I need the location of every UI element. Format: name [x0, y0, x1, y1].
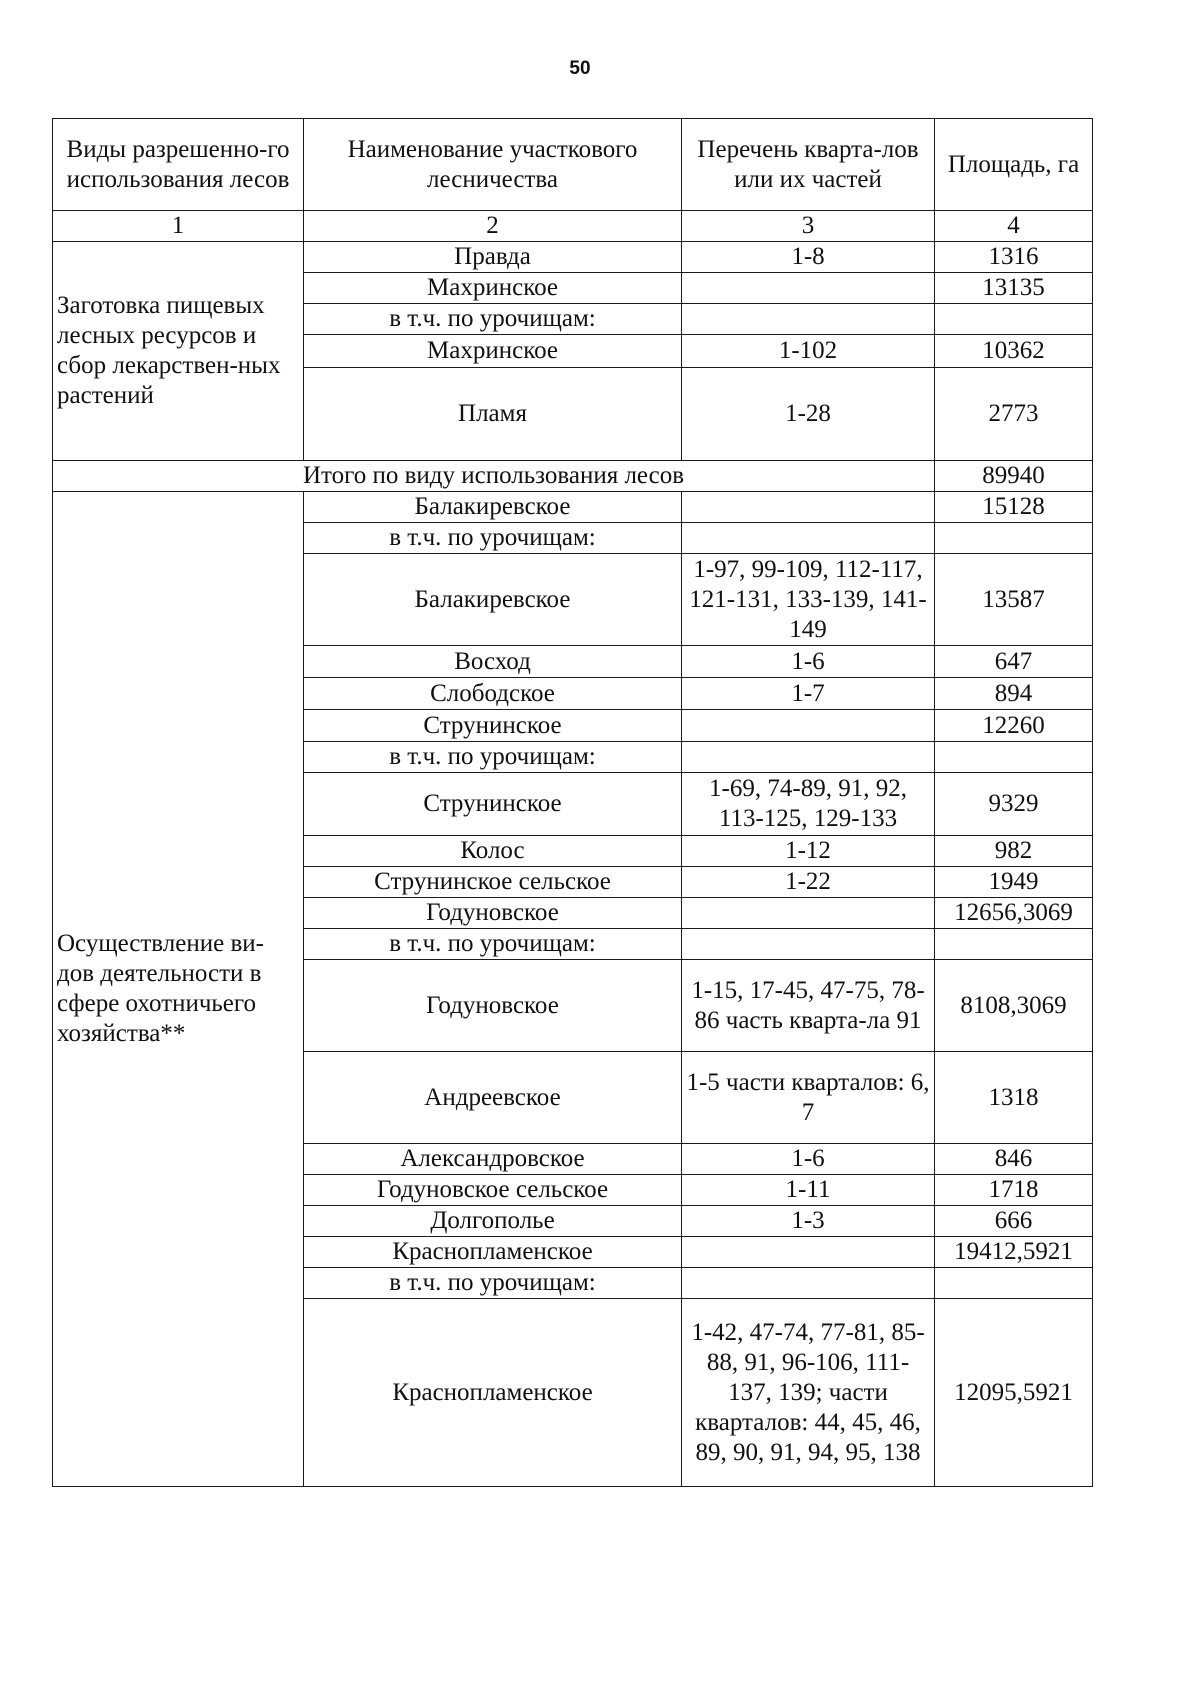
- quarters-cell: 1-8: [682, 242, 935, 273]
- total-row: [53, 461, 1093, 492]
- forest-usage-table: [52, 118, 1093, 1487]
- area-cell: 15128: [935, 492, 1093, 523]
- forestry-name-cell: Пламя: [304, 368, 682, 461]
- area-cell: 12656,3069: [935, 898, 1093, 929]
- area-cell: [935, 304, 1093, 335]
- forestry-name-cell: Балакиревское: [304, 554, 682, 646]
- header-usage-type: Виды разрешенно-го использования лесов: [53, 119, 304, 211]
- area-cell: 2773: [935, 368, 1093, 461]
- quarters-cell: [682, 1268, 935, 1299]
- area-cell: 8108,3069: [935, 960, 1093, 1052]
- quarters-cell: 1-22: [682, 867, 935, 898]
- usage-type-cell: Осуществление ви-дов деятельности в сфере охотничьего хозяйства**: [53, 492, 304, 1487]
- column-number: 2: [304, 211, 682, 242]
- forestry-name-cell: Махринское: [304, 335, 682, 368]
- quarters-cell: [682, 710, 935, 742]
- area-cell: 12260: [935, 710, 1093, 742]
- quarters-cell: 1-102: [682, 335, 935, 368]
- header-forestry-name: Наименование участкового лесничества: [304, 119, 682, 211]
- quarters-cell: 1-42, 47-74, 77-81, 85-88, 91, 96-106, 111-137, 139; части кварталов: 44, 45, 46, 89, 90, 91, 94, 95, 138: [682, 1299, 935, 1487]
- quarters-cell: [682, 523, 935, 554]
- area-cell: 1718: [935, 1175, 1093, 1206]
- quarters-cell: 1-5 части кварталов: 6, 7: [682, 1052, 935, 1144]
- quarters-cell: [682, 1237, 935, 1268]
- forestry-name-cell: в т.ч. по урочищам:: [304, 929, 682, 960]
- column-number: 1: [53, 211, 304, 242]
- quarters-cell: 1-28: [682, 368, 935, 461]
- forestry-name-cell: Махринское: [304, 273, 682, 304]
- forestry-name-cell: Краснопламенское: [304, 1299, 682, 1487]
- area-cell: [935, 742, 1093, 773]
- forestry-name-cell: Колос: [304, 836, 682, 867]
- forestry-name-cell: Струнинское сельское: [304, 867, 682, 898]
- quarters-cell: 1-6: [682, 1144, 935, 1175]
- forestry-name-cell: Слободское: [304, 678, 682, 710]
- area-cell: 1316: [935, 242, 1093, 273]
- forestry-name-cell: Александровское: [304, 1144, 682, 1175]
- area-cell: 982: [935, 836, 1093, 867]
- quarters-cell: [682, 304, 935, 335]
- forestry-name-cell: в т.ч. по урочищам:: [304, 742, 682, 773]
- quarters-cell: [682, 742, 935, 773]
- area-cell: 12095,5921: [935, 1299, 1093, 1487]
- forestry-name-cell: Балакиревское: [304, 492, 682, 523]
- total-label: Итого по виду использования лесов: [53, 461, 935, 492]
- forestry-name-cell: Андреевское: [304, 1052, 682, 1144]
- quarters-cell: 1-15, 17-45, 47-75, 78-86 часть кварта-ла 91: [682, 960, 935, 1052]
- area-cell: 894: [935, 678, 1093, 710]
- quarters-cell: 1-7: [682, 678, 935, 710]
- column-number: 4: [935, 211, 1093, 242]
- quarters-cell: 1-11: [682, 1175, 935, 1206]
- forestry-name-cell: Правда: [304, 242, 682, 273]
- area-cell: [935, 1268, 1093, 1299]
- quarters-cell: [682, 929, 935, 960]
- quarters-cell: [682, 273, 935, 304]
- table-row: [53, 242, 1093, 273]
- quarters-cell: 1-3: [682, 1206, 935, 1237]
- quarters-cell: [682, 492, 935, 523]
- area-cell: 647: [935, 646, 1093, 678]
- forestry-name-cell: Годуновское сельское: [304, 1175, 682, 1206]
- table-header-row: [53, 119, 1093, 211]
- column-number-row: [53, 211, 1093, 242]
- area-cell: 19412,5921: [935, 1237, 1093, 1268]
- forestry-name-cell: Годуновское: [304, 960, 682, 1052]
- forestry-name-cell: в т.ч. по урочищам:: [304, 1268, 682, 1299]
- page-number: 50: [569, 58, 591, 79]
- forestry-name-cell: Краснопламенское: [304, 1237, 682, 1268]
- area-cell: 666: [935, 1206, 1093, 1237]
- header-quarters: Перечень кварта-лов или их частей: [682, 119, 935, 211]
- column-number: 3: [682, 211, 935, 242]
- area-cell: 13587: [935, 554, 1093, 646]
- quarters-cell: 1-6: [682, 646, 935, 678]
- area-cell: [935, 523, 1093, 554]
- forestry-name-cell: Струнинское: [304, 710, 682, 742]
- forestry-name-cell: Струнинское: [304, 773, 682, 836]
- area-cell: 846: [935, 1144, 1093, 1175]
- area-cell: 9329: [935, 773, 1093, 836]
- quarters-cell: 1-69, 74-89, 91, 92, 113-125, 129-133: [682, 773, 935, 836]
- area-cell: 10362: [935, 335, 1093, 368]
- usage-type-cell: Заготовка пищевых лесных ресурсов и сбор лекарствен-ных растений: [53, 242, 304, 461]
- area-cell: 1949: [935, 867, 1093, 898]
- total-area: 89940: [935, 461, 1093, 492]
- area-cell: [935, 929, 1093, 960]
- quarters-cell: 1-12: [682, 836, 935, 867]
- forestry-name-cell: в т.ч. по урочищам:: [304, 304, 682, 335]
- table-row: [53, 492, 1093, 523]
- forestry-name-cell: в т.ч. по урочищам:: [304, 523, 682, 554]
- area-cell: 13135: [935, 273, 1093, 304]
- header-area: Площадь, га: [935, 119, 1093, 211]
- area-cell: 1318: [935, 1052, 1093, 1144]
- quarters-cell: [682, 898, 935, 929]
- quarters-cell: 1-97, 99-109, 112-117, 121-131, 133-139, 141-149: [682, 554, 935, 646]
- forestry-name-cell: Годуновское: [304, 898, 682, 929]
- forestry-name-cell: Долгополье: [304, 1206, 682, 1237]
- forestry-name-cell: Восход: [304, 646, 682, 678]
